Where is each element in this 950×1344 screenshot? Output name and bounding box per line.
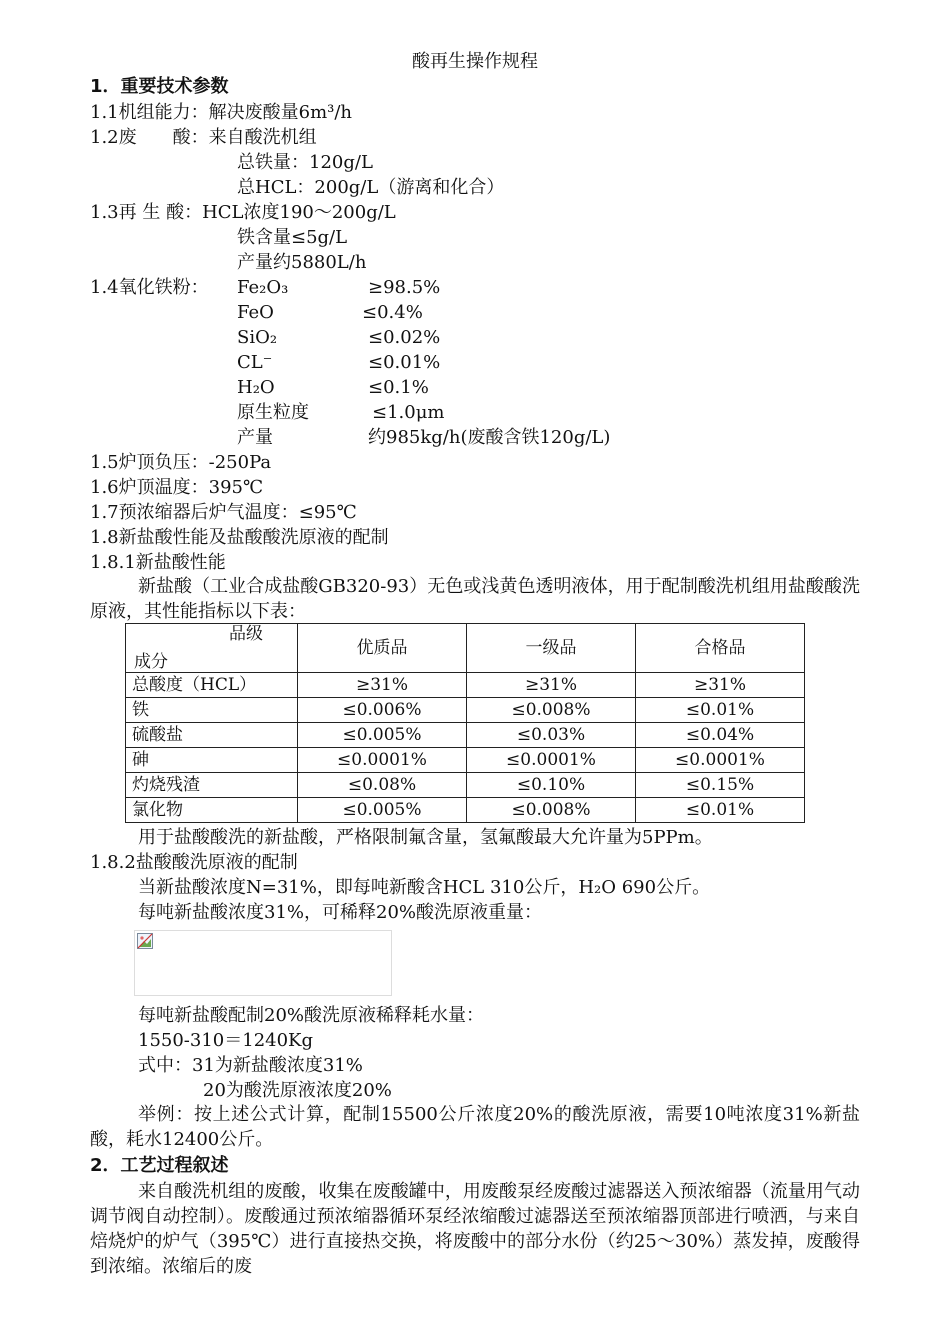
where-line-1: 式中：31为新盐酸浓度31% [138,1055,363,1076]
section-1-8-1-heading: 1.8.1新盐酸性能 [90,552,226,573]
oxide-name-sio2: SiO₂ [237,327,278,348]
waste-acid-iron: 总铁量：120g/L [237,152,373,173]
where-line-2: 20为酸洗原液浓度20% [203,1080,392,1101]
table-row [126,748,805,773]
corner-grade-label: 品级 [229,624,263,644]
table-header-row [126,624,805,673]
row-label: 氯化物 [126,798,298,823]
table-cell: ≤0.01% [636,698,805,723]
grade-premium: 优质品 [298,624,467,673]
table-cell: ≥31% [467,673,636,698]
row-label: 铁 [126,698,298,723]
top-temp-line: 1.6炉顶温度：395℃ [90,477,264,498]
oxide-name-cl: CL⁻ [237,352,273,373]
oxide-name-fe2o3: Fe₂O₃ [237,277,289,298]
oxide-name-particle: 原生粒度 [237,402,309,423]
table-corner-cell [126,624,298,673]
table-cell: ≤0.10% [467,773,636,798]
process-description: 来自酸洗机组的废酸，收集在废酸罐中，用废酸泵经废酸过滤器送入预浓缩器（流量用气动调节阀自动控制）。废酸通过预浓缩器循环泵经浓缩酸过滤器送至预浓缩器顶部进行喷洒，与来自焙烧炉的炉气（395℃）进行直接热交换，将废酸中的部分水份（约25～30%）蒸发掉，废酸得到浓缩。浓缩后的废 [90,1181,860,1277]
oxide-value-fe2o3: ≥98.5% [368,277,441,298]
gas-temp-line: 1.7预浓缩器后炉气温度：≤95℃ [90,502,357,523]
document-title: 酸再生操作规程 [412,51,538,72]
corner-component-label: 成分 [134,652,168,672]
oxide-value-output: 约985kg/h(废酸含铁120g/L) [368,427,611,448]
oxide-value-particle: ≤1.0μm [372,402,445,423]
section-1-heading: 1．重要技术参数 [90,76,229,97]
oxide-value-cl: ≤0.01% [368,352,441,373]
formula-line: 1550-310＝1240Kg [138,1030,314,1051]
table-row [126,698,805,723]
table-cell: ≤0.006% [298,698,467,723]
waste-acid-hcl: 总HCL：200g/L（游离和化合） [237,177,505,198]
row-label: 总酸度（HCL） [126,673,298,698]
oxide-value-sio2: ≤0.02% [368,327,441,348]
table-cell: ≤0.03% [467,723,636,748]
table-cell: ≤0.15% [636,773,805,798]
table-cell: ≤0.008% [467,798,636,823]
table-cell: ≤0.0001% [467,748,636,773]
hcl-spec-table [125,623,805,823]
row-label: 砷 [126,748,298,773]
table-row [126,773,805,798]
table-row [126,798,805,823]
table-cell: ≤0.0001% [298,748,467,773]
formula-image-placeholder [134,930,392,996]
section-2-heading: 2．工艺过程叙述 [90,1155,229,1176]
top-pressure-line: 1.5炉顶负压：-250Pa [90,452,272,473]
grade-first: 一级品 [467,624,636,673]
oxide-name-h2o: H₂O [237,377,275,398]
regen-acid-iron: 铁含量≤5g/L [237,227,348,248]
broken-image-icon [137,933,153,949]
oxide-name-output: 产量 [237,427,273,448]
regen-acid-label: 1.3再 生 酸：HCL浓度190～200g/L [90,202,396,223]
water-consumption-line: 每吨新盐酸配制20%酸洗原液稀释耗水量： [138,1005,485,1026]
table-cell: ≤0.08% [298,773,467,798]
table-cell: ≤0.005% [298,798,467,823]
regen-acid-output: 产量约5880L/h [237,252,367,273]
row-label: 硫酸盐 [126,723,298,748]
table-row [126,673,805,698]
section-1-8-2-heading: 1.8.2盐酸酸洗原液的配制 [90,852,298,873]
oxide-value-feo: ≤0.4% [362,302,423,323]
grade-qualified: 合格品 [636,624,805,673]
example-paragraph: 举例：按上述公式计算，配制15500公斤浓度20%的酸洗原液，需要10吨浓度31%新盐酸，耗水12400公斤。 [90,1104,860,1150]
table-cell: ≤0.01% [636,798,805,823]
table-cell: ≥31% [298,673,467,698]
fluoride-note: 用于盐酸酸洗的新盐酸，严格限制氟含量，氢氟酸最大允许量为5PPm。 [138,827,713,848]
dilution-line: 每吨新盐酸浓度31%，可稀释20%酸洗原液重量： [138,902,543,923]
table-cell: ≤0.005% [298,723,467,748]
capacity-line: 1.1机组能力：解决废酸量6m³/h [90,102,353,123]
waste-acid-label: 1.2废 酸：来自酸洗机组 [90,127,317,148]
oxide-name-feo: FeO [237,302,274,323]
concentration-line: 当新盐酸浓度N=31%，即每吨新酸含HCL 310公斤，H₂O 690公斤。 [138,877,711,898]
table-row [126,723,805,748]
table-cell: ≤0.008% [467,698,636,723]
table-cell: ≥31% [636,673,805,698]
row-label: 灼烧残渣 [126,773,298,798]
section-1-8-heading: 1.8新盐酸性能及盐酸酸洗原液的配制 [90,527,389,548]
table-cell: ≤0.0001% [636,748,805,773]
new-hcl-description: 新盐酸（工业合成盐酸GB320-93）无色或浅黄色透明液体，用于配制酸洗机组用盐酸酸洗原液，其性能指标以下表： [90,576,860,622]
iron-oxide-label: 1.4氧化铁粉： [90,277,209,298]
oxide-value-h2o: ≤0.1% [368,377,429,398]
table-cell: ≤0.04% [636,723,805,748]
